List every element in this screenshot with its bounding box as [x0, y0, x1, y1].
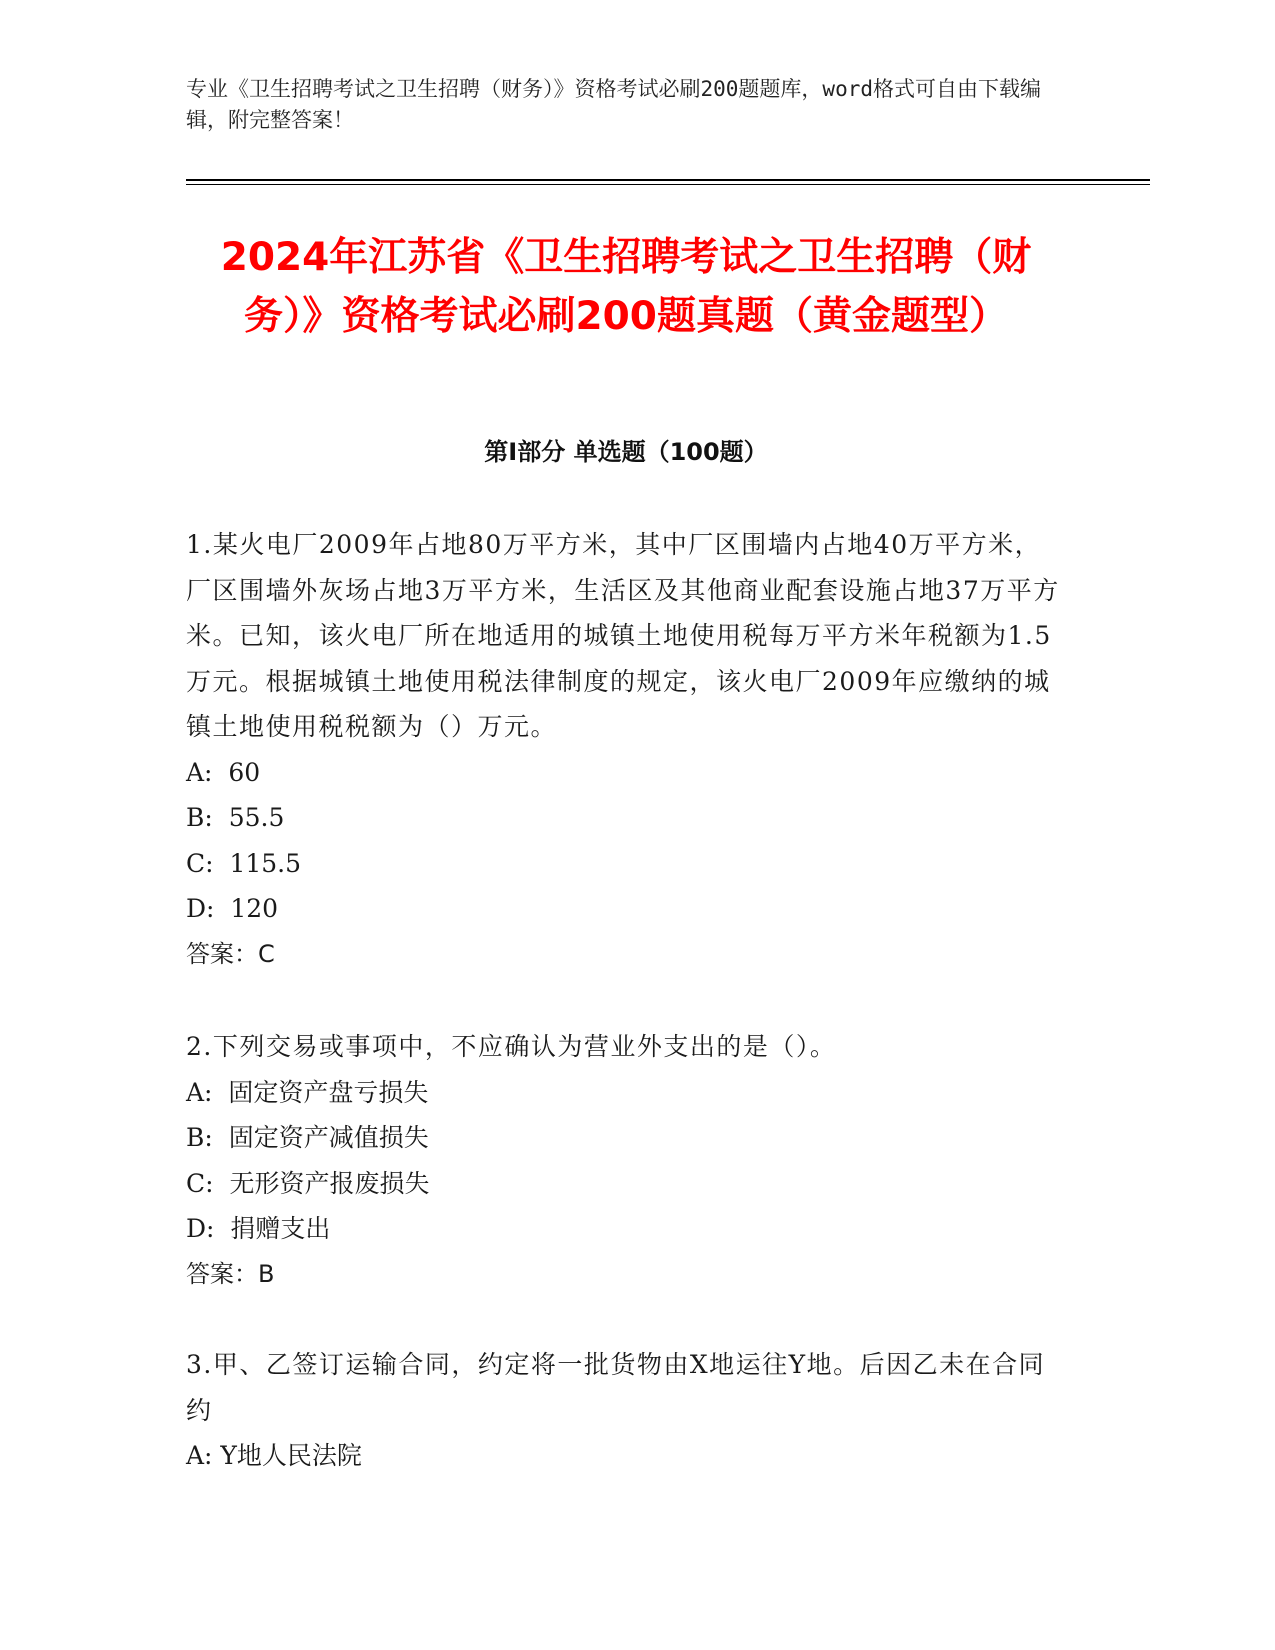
question-2 [186, 1024, 1066, 1297]
option-d: D: 120 [186, 894, 279, 923]
option-a: A: 固定资产盘亏损失 [186, 1077, 429, 1107]
option-a: A: 60 [186, 757, 261, 787]
document-title: 2024年江苏省《卫生招聘考试之卫生招聘（财务）》资格考试必刷200题真题（黄金题型） [220, 235, 1032, 339]
option-a: A: Y地人民法院 [186, 1441, 362, 1470]
header-note: 专业《卫生招聘考试之卫生招聘（财务）》资格考试必刷200题题库，word格式可自由下载编辑，附完整答案！ [186, 77, 1041, 132]
answer: 答案：B [186, 1259, 275, 1288]
question-stem: 3.甲、乙签订运输合同，约定将一批货物由X地运往Y地。后因乙未在合同约 [186, 1350, 1046, 1425]
header-divider-thin [186, 184, 1150, 185]
question-3 [186, 1342, 1066, 1479]
question-stem: 1.某火电厂2009年占地80万平方米，其中厂区围墙内占地40万平方米，厂区围墙外灰场占地3万平方米，生活区及其他商业配套设施占地37万平方米。已知，该火电厂所在地适用的城镇土地使用税每万平方米年税额为1.5万元。根据城镇土地使用税法律制度的规定，该火电厂2009年应缴纳的城镇土地使用税税额为（）万元。 [186, 530, 1060, 741]
question-stem: 2.下列交易或事项中，不应确认为营业外支出的是（）。 [186, 1032, 837, 1061]
option-d: D: 捐赠支出 [186, 1214, 331, 1243]
question-1 [186, 522, 1066, 977]
answer: 答案：C [186, 939, 275, 968]
header-divider-thick [186, 179, 1150, 181]
section-title: 第I部分 单选题（100题） [484, 438, 768, 466]
option-b: B: 55.5 [186, 803, 285, 832]
option-b: B: 固定资产减值损失 [186, 1123, 429, 1152]
option-c: C: 无形资产报废损失 [186, 1168, 430, 1198]
option-c: C: 115.5 [186, 848, 302, 878]
